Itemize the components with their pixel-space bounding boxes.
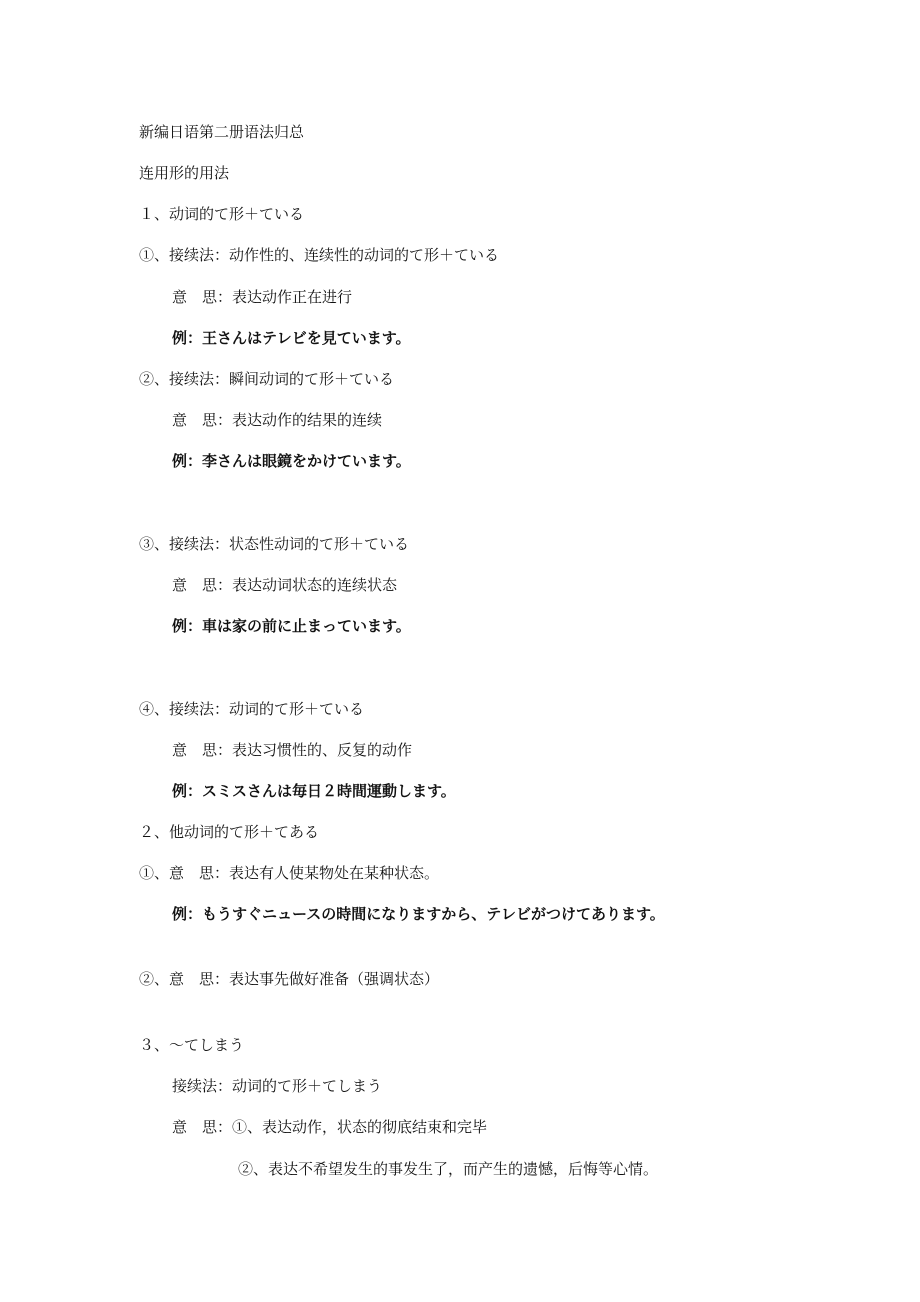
example-line: 例：もうすぐニュースの時間になりますから、テレビがつけてあります。 [172, 905, 665, 923]
meaning-line: 意 思：表达习惯性的、反复的动作 [172, 741, 413, 759]
document-title: 新编日语第二册语法归总 [139, 123, 305, 141]
meaning-line: 意 思：表达动作正在进行 [172, 288, 353, 306]
meaning-line: 意 思：①、表达动作，状态的彻底结束和完毕 [172, 1118, 488, 1136]
rule-item: ①、接续法：动作性的、连续性的动词的て形＋ている [139, 246, 500, 264]
rule-item: ③、接续法：状态性动词的て形＋ている [139, 535, 410, 553]
meaning-line: 意 思：表达动作的结果的连续 [172, 411, 383, 429]
rule-item: ④、接续法：动词的て形＋ている [139, 700, 365, 718]
section-heading: ２、他动词的て形＋てある [139, 823, 320, 841]
rule-item: ②、意 思：表达事先做好准备（强调状态） [139, 970, 440, 988]
meaning-line: ②、表达不希望发生的事发生了，而产生的遗憾，后悔等心情。 [238, 1160, 659, 1178]
document-subtitle: 连用形的用法 [139, 164, 230, 182]
example-line: 例：スミスさんは毎日２時間運動します。 [172, 782, 456, 800]
rule-item: 接续法：动词的て形＋てしまう [172, 1077, 383, 1095]
section-heading: ３、～てしまう [139, 1036, 245, 1054]
section-heading: １、动词的て形＋ている [139, 205, 305, 223]
meaning-line: 意 思：表达动词状态的连续状态 [172, 576, 398, 594]
example-line: 例：王さんはテレビを見ています。 [172, 329, 411, 347]
example-line: 例：李さんは眼鏡をかけています。 [172, 452, 411, 470]
rule-item: ②、接续法：瞬间动词的て形＋ている [139, 370, 395, 388]
rule-item: ①、意 思：表达有人使某物处在某种状态。 [139, 864, 440, 882]
example-line: 例：車は家の前に止まっています。 [172, 617, 411, 635]
